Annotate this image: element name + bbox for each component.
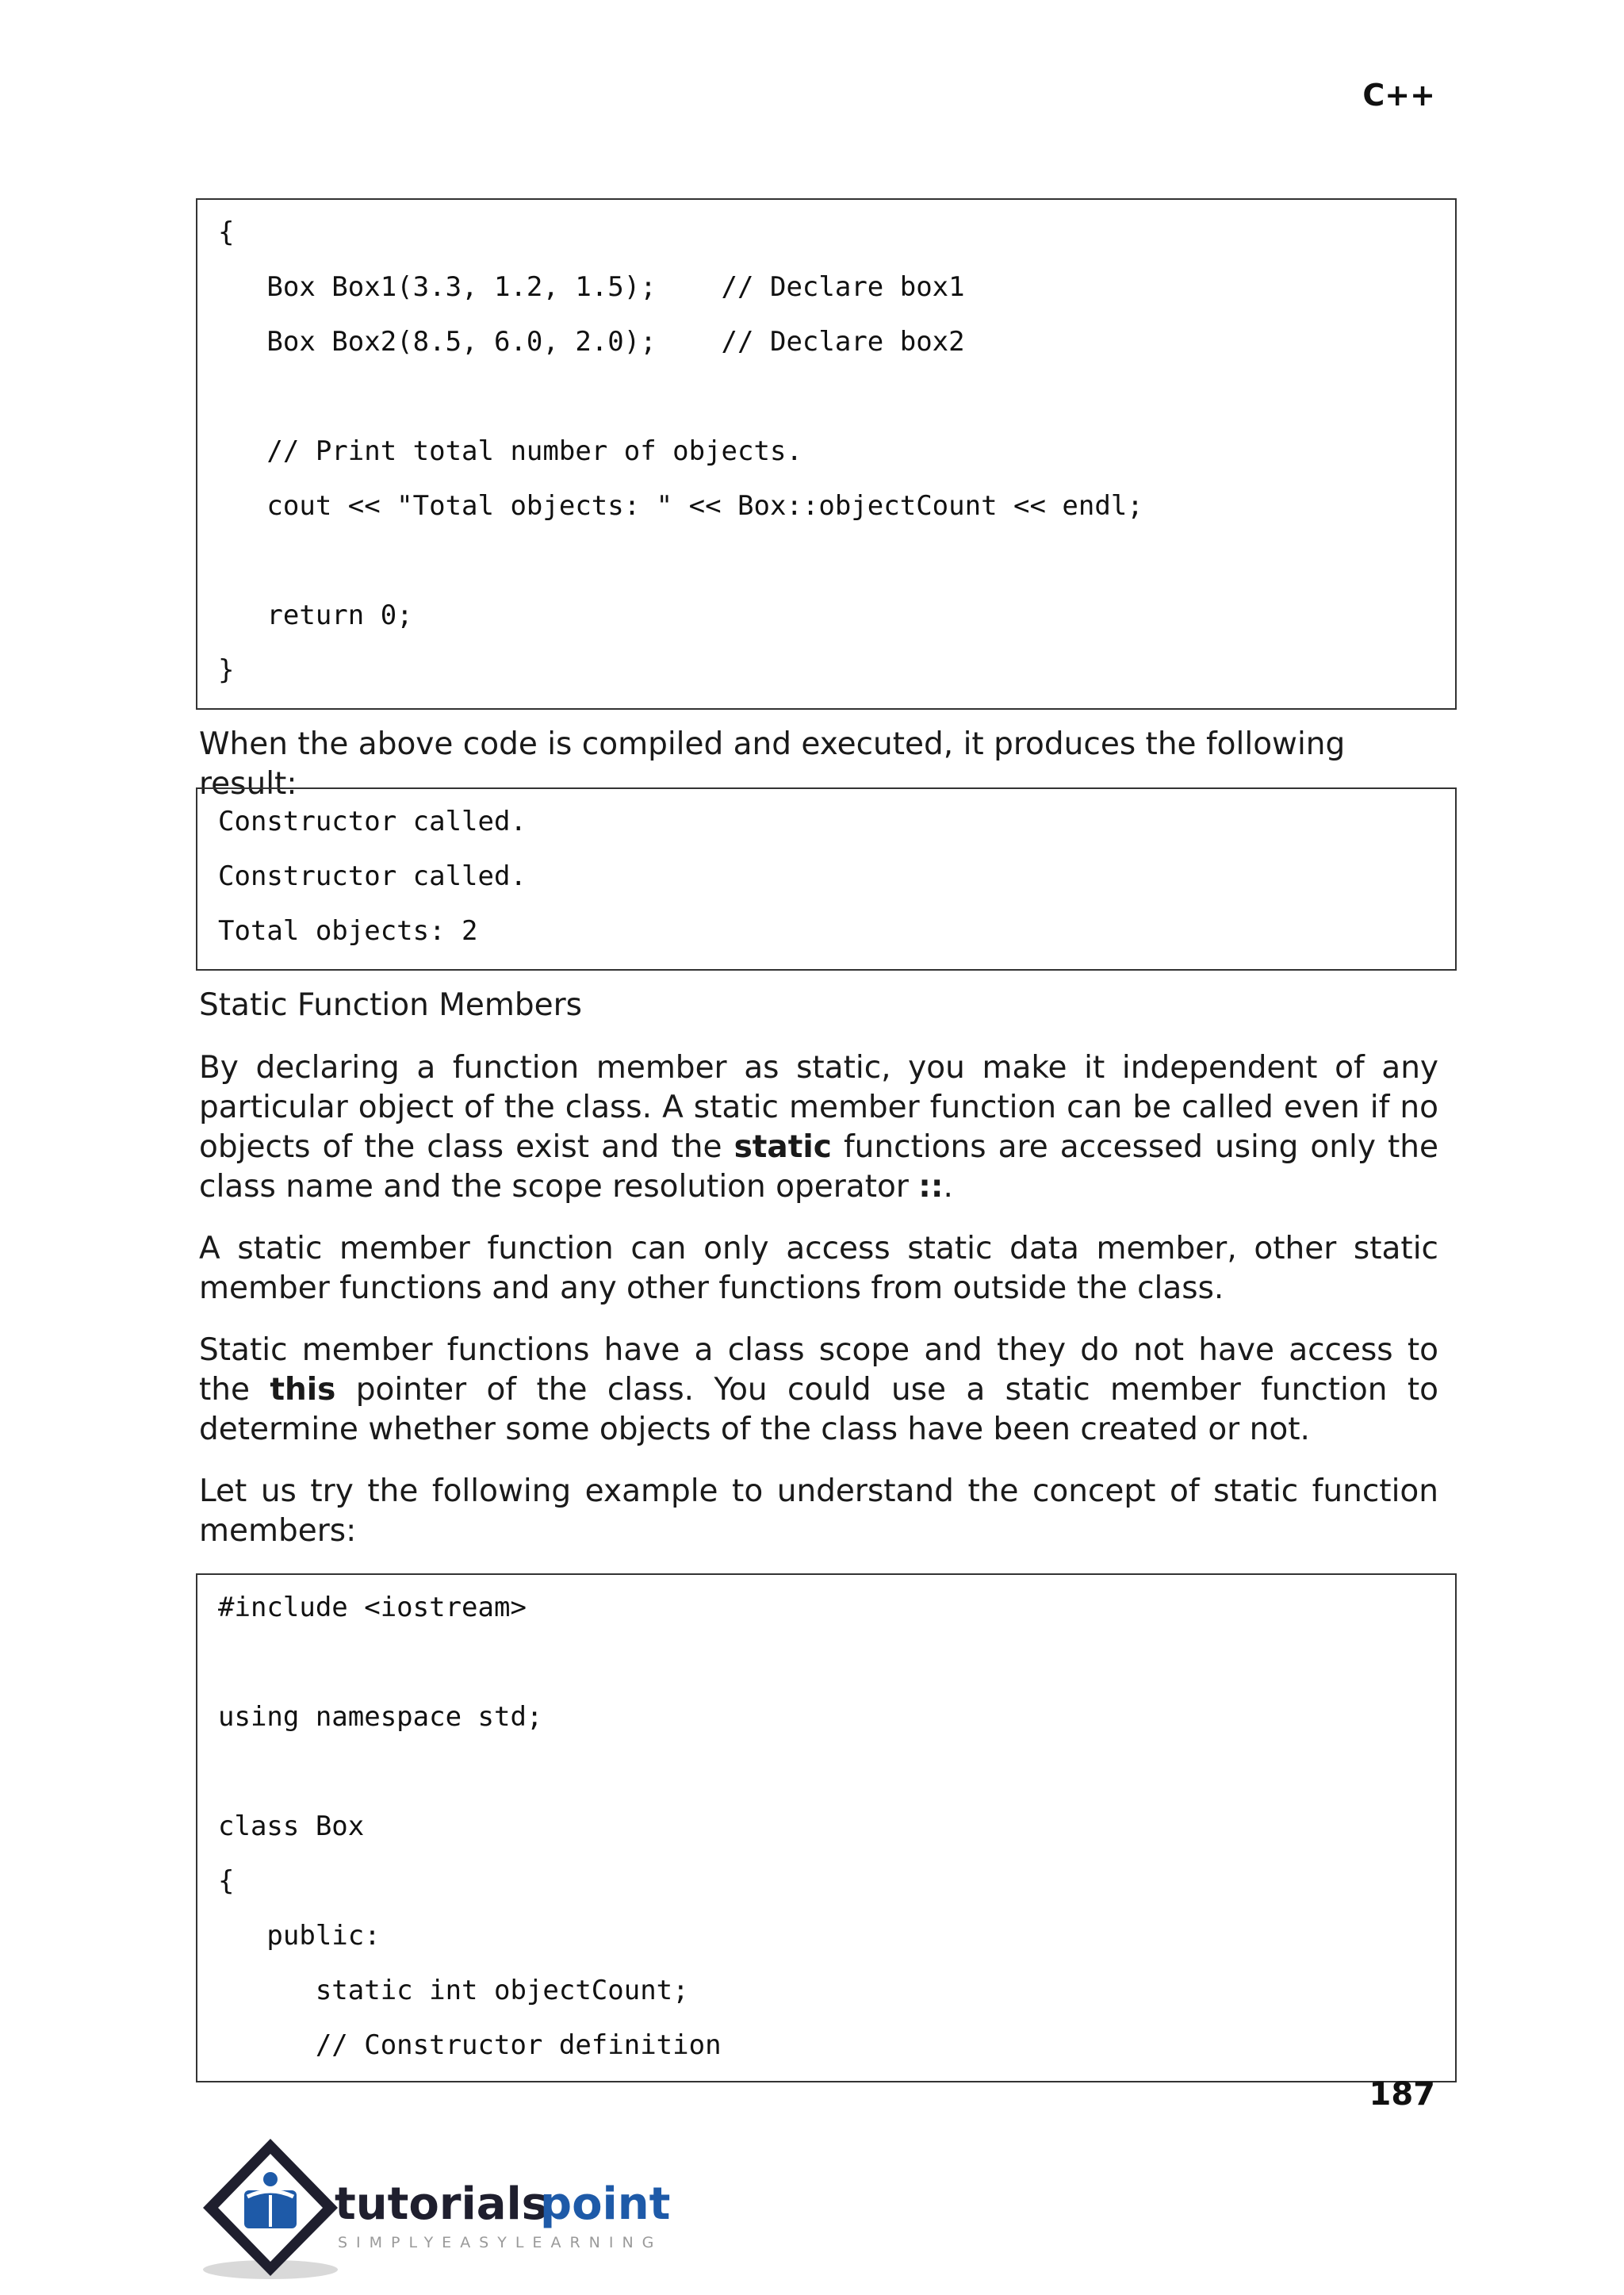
code-block-class-box [196, 1573, 1457, 2082]
code-line: } [218, 654, 235, 686]
section-heading: Static Function Members [199, 987, 582, 1023]
logo-brand-tutorials: tutorials [335, 2178, 549, 2230]
paragraph-text: pointer of the class. You could use a static member function to determine whether some objects of the class have been created or not. [199, 1372, 1438, 1447]
paragraph-static-independence [199, 1048, 1438, 1207]
running-header-title: C++ [1362, 78, 1435, 113]
code-line: cout << "Total objects: " << Box::objectCount << endl; [218, 490, 1143, 522]
code-line: static int objectCount; [218, 1975, 689, 2006]
result-intro-text: When the above code is compiled and executed, it produces the following result: [199, 726, 1346, 802]
code-line: // Print total number of objects. [218, 435, 802, 467]
code-line [218, 1635, 1434, 1690]
code-line: using namespace std; [218, 1701, 543, 1733]
code-line: // Constructor definition [218, 2029, 722, 2061]
code-line: Box Box1(3.3, 1.2, 1.5); // Declare box1 [218, 271, 965, 303]
logo-tagline: SIMPLYEASYLEARNING [338, 2234, 663, 2251]
code-line: #include <iostream> [218, 1592, 527, 1623]
logo-brand-point: point [540, 2178, 671, 2230]
code-block-main-function [196, 198, 1457, 710]
code-line: public: [218, 1920, 381, 1952]
code-line [218, 1745, 1434, 1799]
output-block [196, 787, 1457, 971]
paragraph-text: Static member functions have a class scope and they do not have access to the [199, 1332, 1438, 1408]
paragraph-example-intro: Let us try the following example to understand the concept of static function members: [199, 1473, 1438, 1549]
code-line [218, 534, 1434, 588]
code-line: class Box [218, 1810, 365, 1842]
keyword-this: this [270, 1372, 336, 1408]
paragraph-class-scope [199, 1331, 1438, 1450]
paragraph-text: . [943, 1169, 953, 1205]
code-line: { [218, 1865, 235, 1897]
code-line [218, 370, 1434, 424]
output-line: Total objects: 2 [218, 915, 478, 947]
code-line: { [218, 216, 235, 248]
output-line: Constructor called. [218, 860, 527, 892]
output-line: Constructor called. [218, 806, 527, 837]
paragraph-text: functions are accessed using only the class name and the scope resolution operator [199, 1129, 1438, 1205]
code-line: return 0; [218, 600, 413, 631]
tutorialspoint-logo [195, 2135, 687, 2285]
paragraph-text: By declaring a function member as static, you make it independent of any particular object of the class. A static member function can be called even if no objects of the class exist and the [199, 1050, 1438, 1165]
page-number: 187 [1369, 2076, 1435, 2113]
scope-operator: :: [918, 1169, 944, 1205]
keyword-static: static [733, 1129, 832, 1165]
code-line: Box Box2(8.5, 6.0, 2.0); // Declare box2 [218, 326, 965, 358]
paragraph-static-access: A static member function can only access static data member, other static member functions and any other functions from outside the class. [199, 1231, 1438, 1306]
